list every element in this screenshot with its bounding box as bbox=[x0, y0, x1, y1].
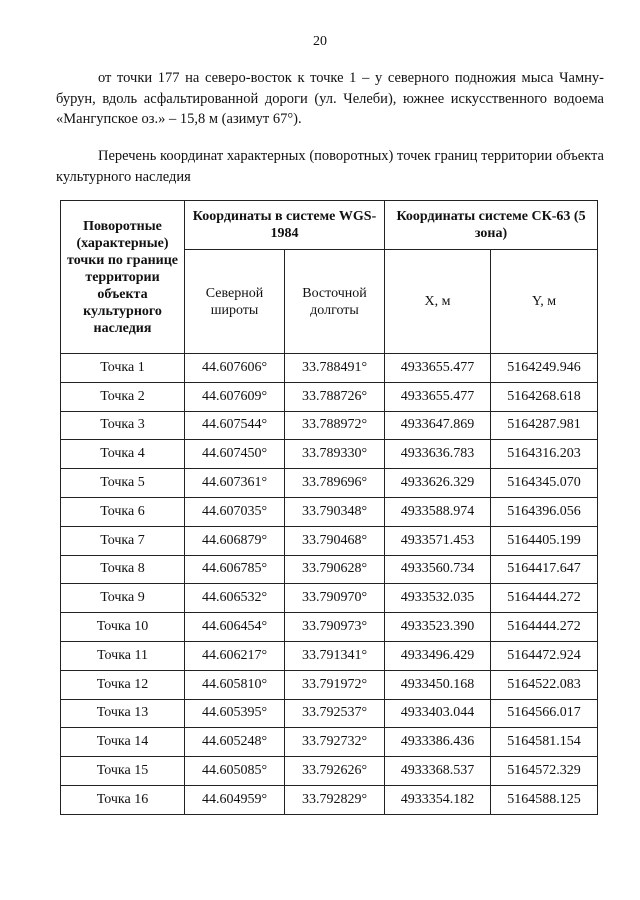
cell-longitude: 33.788491° bbox=[285, 354, 385, 383]
description-text: от точки 177 на северо-восток к точке 1 – у северного подножия мыса Чамну-бурун, вдоль асфальтированной дороги (ул. Челеби), южнее искусственного водоема «Мангупское оз.» – 15,8 м (азимут 67°). bbox=[56, 70, 604, 127]
cell-y: 5164249.946 bbox=[491, 354, 598, 383]
cell-point: Точка 3 bbox=[61, 411, 185, 440]
table-row bbox=[61, 526, 598, 555]
cell-x: 4933368.537 bbox=[385, 757, 491, 786]
cell-latitude: 44.607609° bbox=[185, 382, 285, 411]
cell-y: 5164287.981 bbox=[491, 411, 598, 440]
table-row bbox=[61, 382, 598, 411]
cell-longitude: 33.791341° bbox=[285, 641, 385, 670]
cell-latitude: 44.605395° bbox=[185, 699, 285, 728]
cell-latitude: 44.605810° bbox=[185, 670, 285, 699]
cell-point: Точка 2 bbox=[61, 382, 185, 411]
cell-x: 4933655.477 bbox=[385, 354, 491, 383]
cell-longitude: 33.789696° bbox=[285, 469, 385, 498]
cell-point: Точка 1 bbox=[61, 354, 185, 383]
cell-y: 5164345.070 bbox=[491, 469, 598, 498]
cell-y: 5164522.083 bbox=[491, 670, 598, 699]
table-row bbox=[61, 728, 598, 757]
cell-latitude: 44.606532° bbox=[185, 584, 285, 613]
table-row bbox=[61, 641, 598, 670]
cell-latitude: 44.607035° bbox=[185, 497, 285, 526]
cell-point: Точка 10 bbox=[61, 613, 185, 642]
header-x: X, м bbox=[385, 250, 491, 354]
cell-latitude: 44.607544° bbox=[185, 411, 285, 440]
cell-x: 4933560.734 bbox=[385, 555, 491, 584]
cell-x: 4933626.329 bbox=[385, 469, 491, 498]
cell-x: 4933571.453 bbox=[385, 526, 491, 555]
cell-x: 4933450.168 bbox=[385, 670, 491, 699]
cell-longitude: 33.792626° bbox=[285, 757, 385, 786]
cell-x: 4933532.035 bbox=[385, 584, 491, 613]
header-row-1 bbox=[61, 201, 598, 250]
cell-y: 5164581.154 bbox=[491, 728, 598, 757]
cell-y: 5164588.125 bbox=[491, 785, 598, 814]
cell-y: 5164405.199 bbox=[491, 526, 598, 555]
cell-point: Точка 15 bbox=[61, 757, 185, 786]
table-caption bbox=[56, 146, 604, 187]
cell-longitude: 33.790628° bbox=[285, 555, 385, 584]
cell-x: 4933655.477 bbox=[385, 382, 491, 411]
cell-latitude: 44.606454° bbox=[185, 613, 285, 642]
coordinates-table bbox=[60, 200, 598, 815]
cell-longitude: 33.788972° bbox=[285, 411, 385, 440]
cell-y: 5164417.647 bbox=[491, 555, 598, 584]
cell-x: 4933354.182 bbox=[385, 785, 491, 814]
cell-x: 4933403.044 bbox=[385, 699, 491, 728]
cell-latitude: 44.607361° bbox=[185, 469, 285, 498]
cell-y: 5164444.272 bbox=[491, 584, 598, 613]
cell-longitude: 33.792732° bbox=[285, 728, 385, 757]
cell-point: Точка 11 bbox=[61, 641, 185, 670]
table-row bbox=[61, 497, 598, 526]
cell-longitude: 33.790468° bbox=[285, 526, 385, 555]
cell-point: Точка 6 bbox=[61, 497, 185, 526]
cell-x: 4933523.390 bbox=[385, 613, 491, 642]
cell-point: Точка 9 bbox=[61, 584, 185, 613]
header-point: Поворотные (характерные) точки по границе территории объекта культурного наследия bbox=[61, 201, 185, 354]
cell-point: Точка 5 bbox=[61, 469, 185, 498]
table-row bbox=[61, 757, 598, 786]
table-row bbox=[61, 411, 598, 440]
cell-x: 4933636.783 bbox=[385, 440, 491, 469]
cell-longitude: 33.792537° bbox=[285, 699, 385, 728]
cell-latitude: 44.606217° bbox=[185, 641, 285, 670]
table-row bbox=[61, 469, 598, 498]
table-row bbox=[61, 555, 598, 584]
table-caption-text: Перечень координат характерных (поворотных) точек границ территории объекта культурного наследия bbox=[56, 148, 604, 185]
description-paragraph bbox=[56, 68, 604, 130]
cell-longitude: 33.790970° bbox=[285, 584, 385, 613]
cell-point: Точка 14 bbox=[61, 728, 185, 757]
header-wgs: Координаты в системе WGS-1984 bbox=[185, 201, 385, 250]
cell-latitude: 44.605248° bbox=[185, 728, 285, 757]
table-row bbox=[61, 699, 598, 728]
cell-x: 4933647.869 bbox=[385, 411, 491, 440]
cell-y: 5164566.017 bbox=[491, 699, 598, 728]
cell-y: 5164444.272 bbox=[491, 613, 598, 642]
cell-y: 5164268.618 bbox=[491, 382, 598, 411]
cell-point: Точка 16 bbox=[61, 785, 185, 814]
cell-x: 4933496.429 bbox=[385, 641, 491, 670]
table-row bbox=[61, 440, 598, 469]
table-row bbox=[61, 613, 598, 642]
cell-latitude: 44.606785° bbox=[185, 555, 285, 584]
cell-longitude: 33.790973° bbox=[285, 613, 385, 642]
page-number: 20 bbox=[313, 34, 327, 49]
table-body bbox=[61, 354, 598, 815]
header-longitude: Восточной долготы bbox=[285, 250, 385, 354]
table-row bbox=[61, 354, 598, 383]
cell-longitude: 33.792829° bbox=[285, 785, 385, 814]
cell-point: Точка 4 bbox=[61, 440, 185, 469]
cell-latitude: 44.605085° bbox=[185, 757, 285, 786]
header-latitude: Северной широты bbox=[185, 250, 285, 354]
cell-point: Точка 7 bbox=[61, 526, 185, 555]
cell-latitude: 44.607606° bbox=[185, 354, 285, 383]
cell-latitude: 44.607450° bbox=[185, 440, 285, 469]
cell-latitude: 44.606879° bbox=[185, 526, 285, 555]
cell-point: Точка 8 bbox=[61, 555, 185, 584]
cell-y: 5164472.924 bbox=[491, 641, 598, 670]
cell-y: 5164396.056 bbox=[491, 497, 598, 526]
cell-point: Точка 13 bbox=[61, 699, 185, 728]
cell-longitude: 33.789330° bbox=[285, 440, 385, 469]
cell-y: 5164572.329 bbox=[491, 757, 598, 786]
table-row bbox=[61, 670, 598, 699]
cell-point: Точка 12 bbox=[61, 670, 185, 699]
header-y: Y, м bbox=[491, 250, 598, 354]
cell-longitude: 33.790348° bbox=[285, 497, 385, 526]
cell-latitude: 44.604959° bbox=[185, 785, 285, 814]
table-header bbox=[61, 201, 598, 354]
cell-longitude: 33.791972° bbox=[285, 670, 385, 699]
cell-longitude: 33.788726° bbox=[285, 382, 385, 411]
cell-y: 5164316.203 bbox=[491, 440, 598, 469]
header-sk63: Координаты системе СК-63 (5 зона) bbox=[385, 201, 598, 250]
cell-x: 4933386.436 bbox=[385, 728, 491, 757]
table-row bbox=[61, 785, 598, 814]
cell-x: 4933588.974 bbox=[385, 497, 491, 526]
table-row bbox=[61, 584, 598, 613]
